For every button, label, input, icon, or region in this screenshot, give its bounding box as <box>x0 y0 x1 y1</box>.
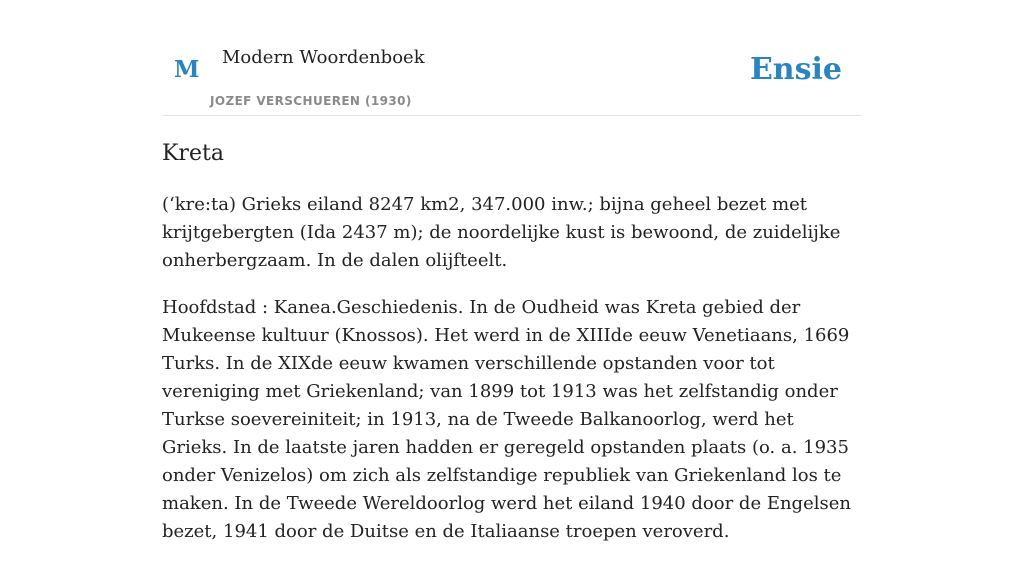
entry-paragraph: Hoofdstad : Kanea.Geschiedenis. In de Oudheid was Kreta gebied der Mukeense kultuur (Knossos). Het werd in de XIIIde eeuw Venetiaans, 1669 Turks. In de XIXde eeuw kwamen verschillende opstanden voor tot vereniging met Griekenland; van 1899 tot 1913 was het zelfstandig onder Turkse soevereiniteit; in 1913, na de Tweede Balkanoorlog, werd het Grieks. In de laatste jaren hadden er geregeld opstanden plaats (o. a. 1935 onder Venizelos) om zich als zelfstandige republiek van Griekenland los te maken. In de Tweede Wereldoorlog werd het eiland 1940 door de Engelsen bezet, 1941 door de Duitse en de Italiaanse troepen veroverd. <box>162 297 851 542</box>
dictionary-author: JOZEF VERSCHUEREN (1930) <box>210 94 412 108</box>
entry-paragraph: (‘kre:ta) Grieks eiland 8247 km2, 347.000 inw.; bijna geheel bezet met krijtgebergten (Ida 2437 m); de noordelijke kust is bewoond, de zuidelijke onherbergzaam. In de dalen olijfteelt. <box>162 194 841 271</box>
entry-title: Kreta <box>162 141 224 166</box>
entry-article <box>162 138 862 565</box>
dictionary-title: Modern Woordenboek <box>222 47 425 68</box>
page-header <box>162 0 862 116</box>
dictionary-logo[interactable]: M <box>174 56 200 83</box>
brand-logo[interactable]: Ensie <box>749 52 842 87</box>
